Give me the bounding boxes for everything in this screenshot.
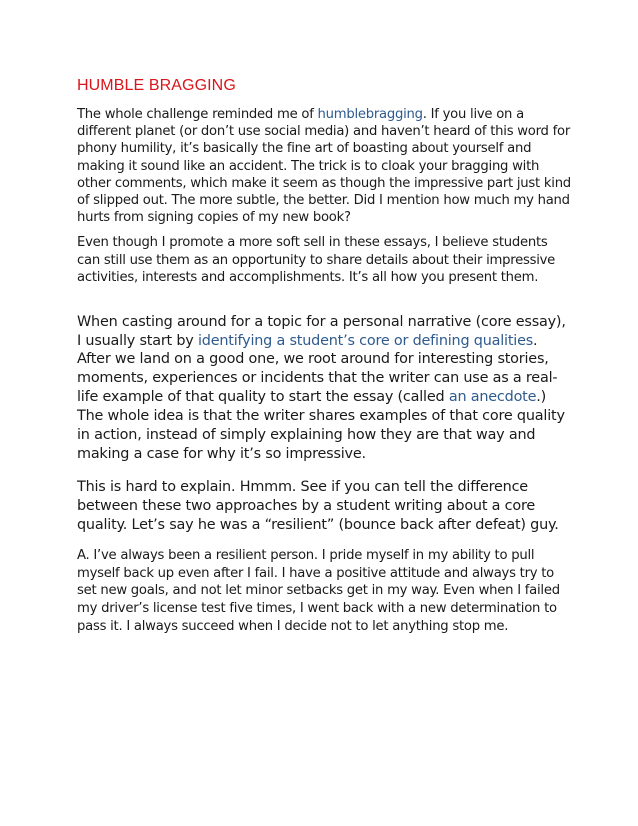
p3-text-before: When casting around for a topic for a personal narrative (core essay), I usually start by: [77, 313, 566, 349]
document-page: [77, 76, 572, 636]
paragraph-core-essay: [77, 313, 572, 464]
core-qualities-link[interactable]: identifying a student’s core or defining qualities: [197, 332, 534, 349]
anecdote-link[interactable]: an anecdote: [448, 389, 537, 406]
paragraph-example-a: A. I’ve always been a resilient person. I pride myself in my ability to pull myself back up even after I fail. I have a positive attitude and always try to set new goals, and not let minor setbacks get in my way. Even when I failed my driver’s license test five times, I went back with a new determination to pass it. I always succeed when I decide not to let anything stop me.: [77, 547, 560, 635]
paragraph-soft-sell: Even though I promote a more soft sell in these essays, I believe students can still use them as an opportunity to share details about their impressive activities, interests and accomplishments. It’s all how you present them.: [77, 235, 556, 286]
p3-text-after: .) The whole idea is that the writer shares examples of that core quality in action, instead of simply explaining how they are that way and making a case for why it’s so impressive.: [77, 389, 565, 462]
p1-text-after: . If you live on a different planet (or don’t use social media) and haven’t heard of this word for phony humility, it’s basically the fine art of boasting about yourself and making it sound like an accident. The trick is to cloak your bragging with other comments, which make it seem as though the impressive part just kind of slipped out. The more subtle, the better. Did I mention how much my hand hurts from signing copies of my new book?: [77, 107, 571, 226]
paragraph-humblebragging: [77, 106, 572, 226]
p3-text-middle: . After we land on a good one, we root around for interesting stories, moments, experiences or incidents that the writer can use as a real-life example of that quality to start the essay (called: [77, 332, 558, 406]
humblebragging-link[interactable]: humblebragging: [317, 107, 423, 122]
paragraph-hard-to-explain: This is hard to explain. Hmmm. See if you can tell the difference between these two approaches by a student writing about a core quality. Let’s say he was a “resilient” (bounce back after defeat) guy.: [77, 478, 559, 533]
section-heading: HUMBLE BRAGGING: [77, 77, 236, 94]
p1-text-before: The whole challenge reminded me of: [77, 107, 318, 122]
